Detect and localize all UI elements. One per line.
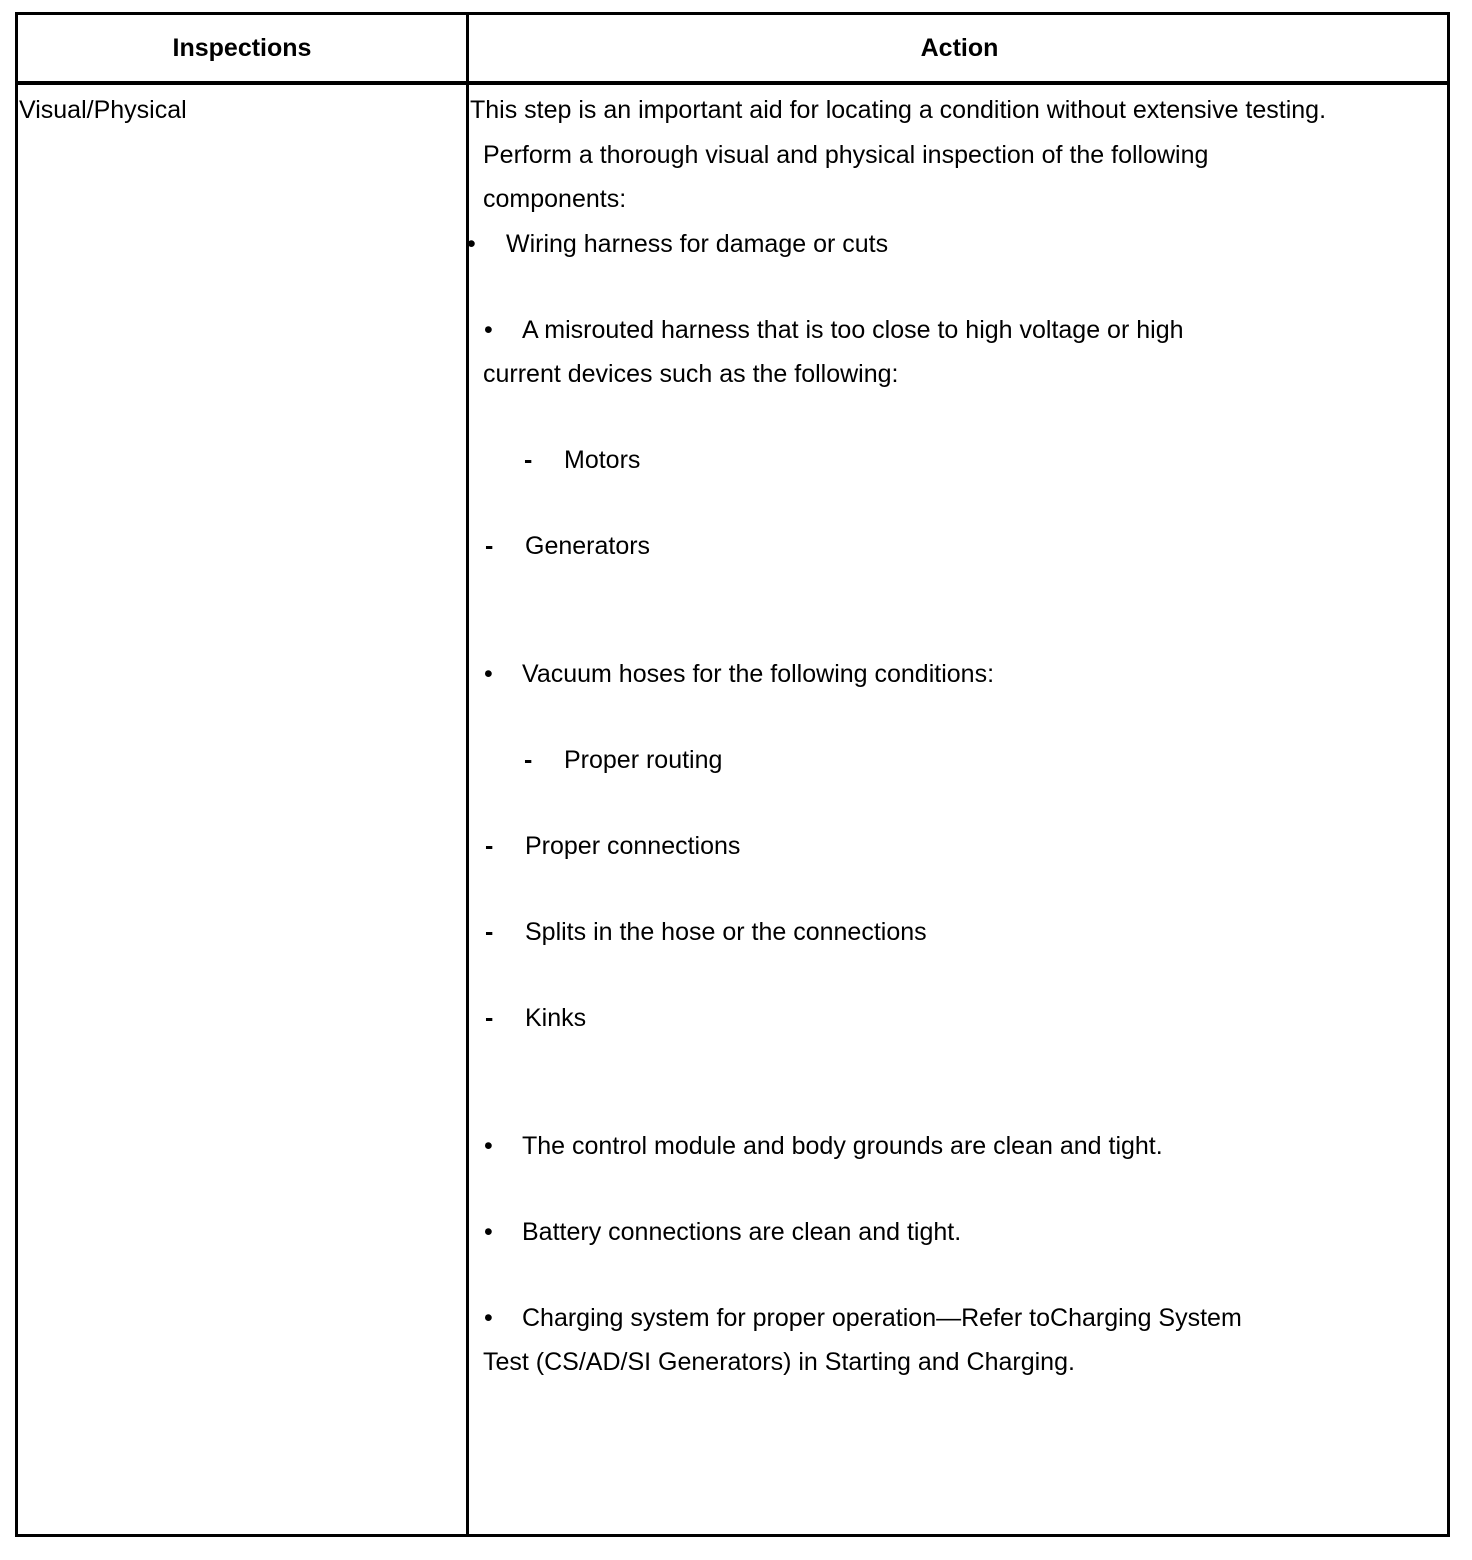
dash-icon: - bbox=[485, 832, 494, 860]
item-misrouted-line-2: current devices such as the following: bbox=[483, 360, 899, 388]
item-charging-line-1: Charging system for proper operation—Refer toCharging System bbox=[522, 1304, 1242, 1332]
item-routing: Proper routing bbox=[564, 746, 723, 774]
dash-icon: - bbox=[485, 918, 494, 946]
dash-icon: - bbox=[524, 446, 533, 474]
bullet-icon: • bbox=[467, 230, 476, 258]
intro-line-3: components: bbox=[483, 185, 627, 213]
item-wiring: Wiring harness for damage or cuts bbox=[506, 230, 889, 258]
item-kinks: Kinks bbox=[525, 1004, 587, 1032]
item-splits: Splits in the hose or the connections bbox=[525, 918, 927, 946]
item-battery: Battery connections are clean and tight. bbox=[522, 1218, 962, 1246]
bullet-icon: • bbox=[484, 660, 493, 688]
dash-icon: - bbox=[485, 1004, 494, 1032]
item-misrouted-line-1: A misrouted harness that is too close to high voltage or high bbox=[522, 316, 1184, 344]
item-motors: Motors bbox=[564, 446, 641, 474]
bullet-icon: • bbox=[484, 1304, 493, 1332]
bullet-icon: • bbox=[484, 316, 493, 344]
dash-icon: - bbox=[485, 532, 494, 560]
bullet-icon: • bbox=[484, 1218, 493, 1246]
item-generators: Generators bbox=[525, 532, 651, 560]
inspection-label: Visual/Physical bbox=[19, 96, 187, 124]
intro-line-2: Perform a thorough visual and physical inspection of the following bbox=[483, 141, 1209, 169]
intro-line-1: This step is an important aid for locating a condition without extensive testing. bbox=[470, 96, 1327, 124]
header-inspections: Inspections bbox=[172, 33, 312, 62]
dash-icon: - bbox=[524, 746, 533, 774]
item-grounds: The control module and body grounds are clean and tight. bbox=[522, 1132, 1163, 1160]
item-vacuum: Vacuum hoses for the following conditions: bbox=[522, 660, 995, 688]
header-divider bbox=[18, 81, 1447, 85]
bullet-icon: • bbox=[484, 1132, 493, 1160]
item-charging-line-2: Test (CS/AD/SI Generators) in Starting and Charging. bbox=[483, 1348, 1075, 1376]
item-connections: Proper connections bbox=[525, 832, 741, 860]
header-action: Action bbox=[920, 33, 999, 62]
